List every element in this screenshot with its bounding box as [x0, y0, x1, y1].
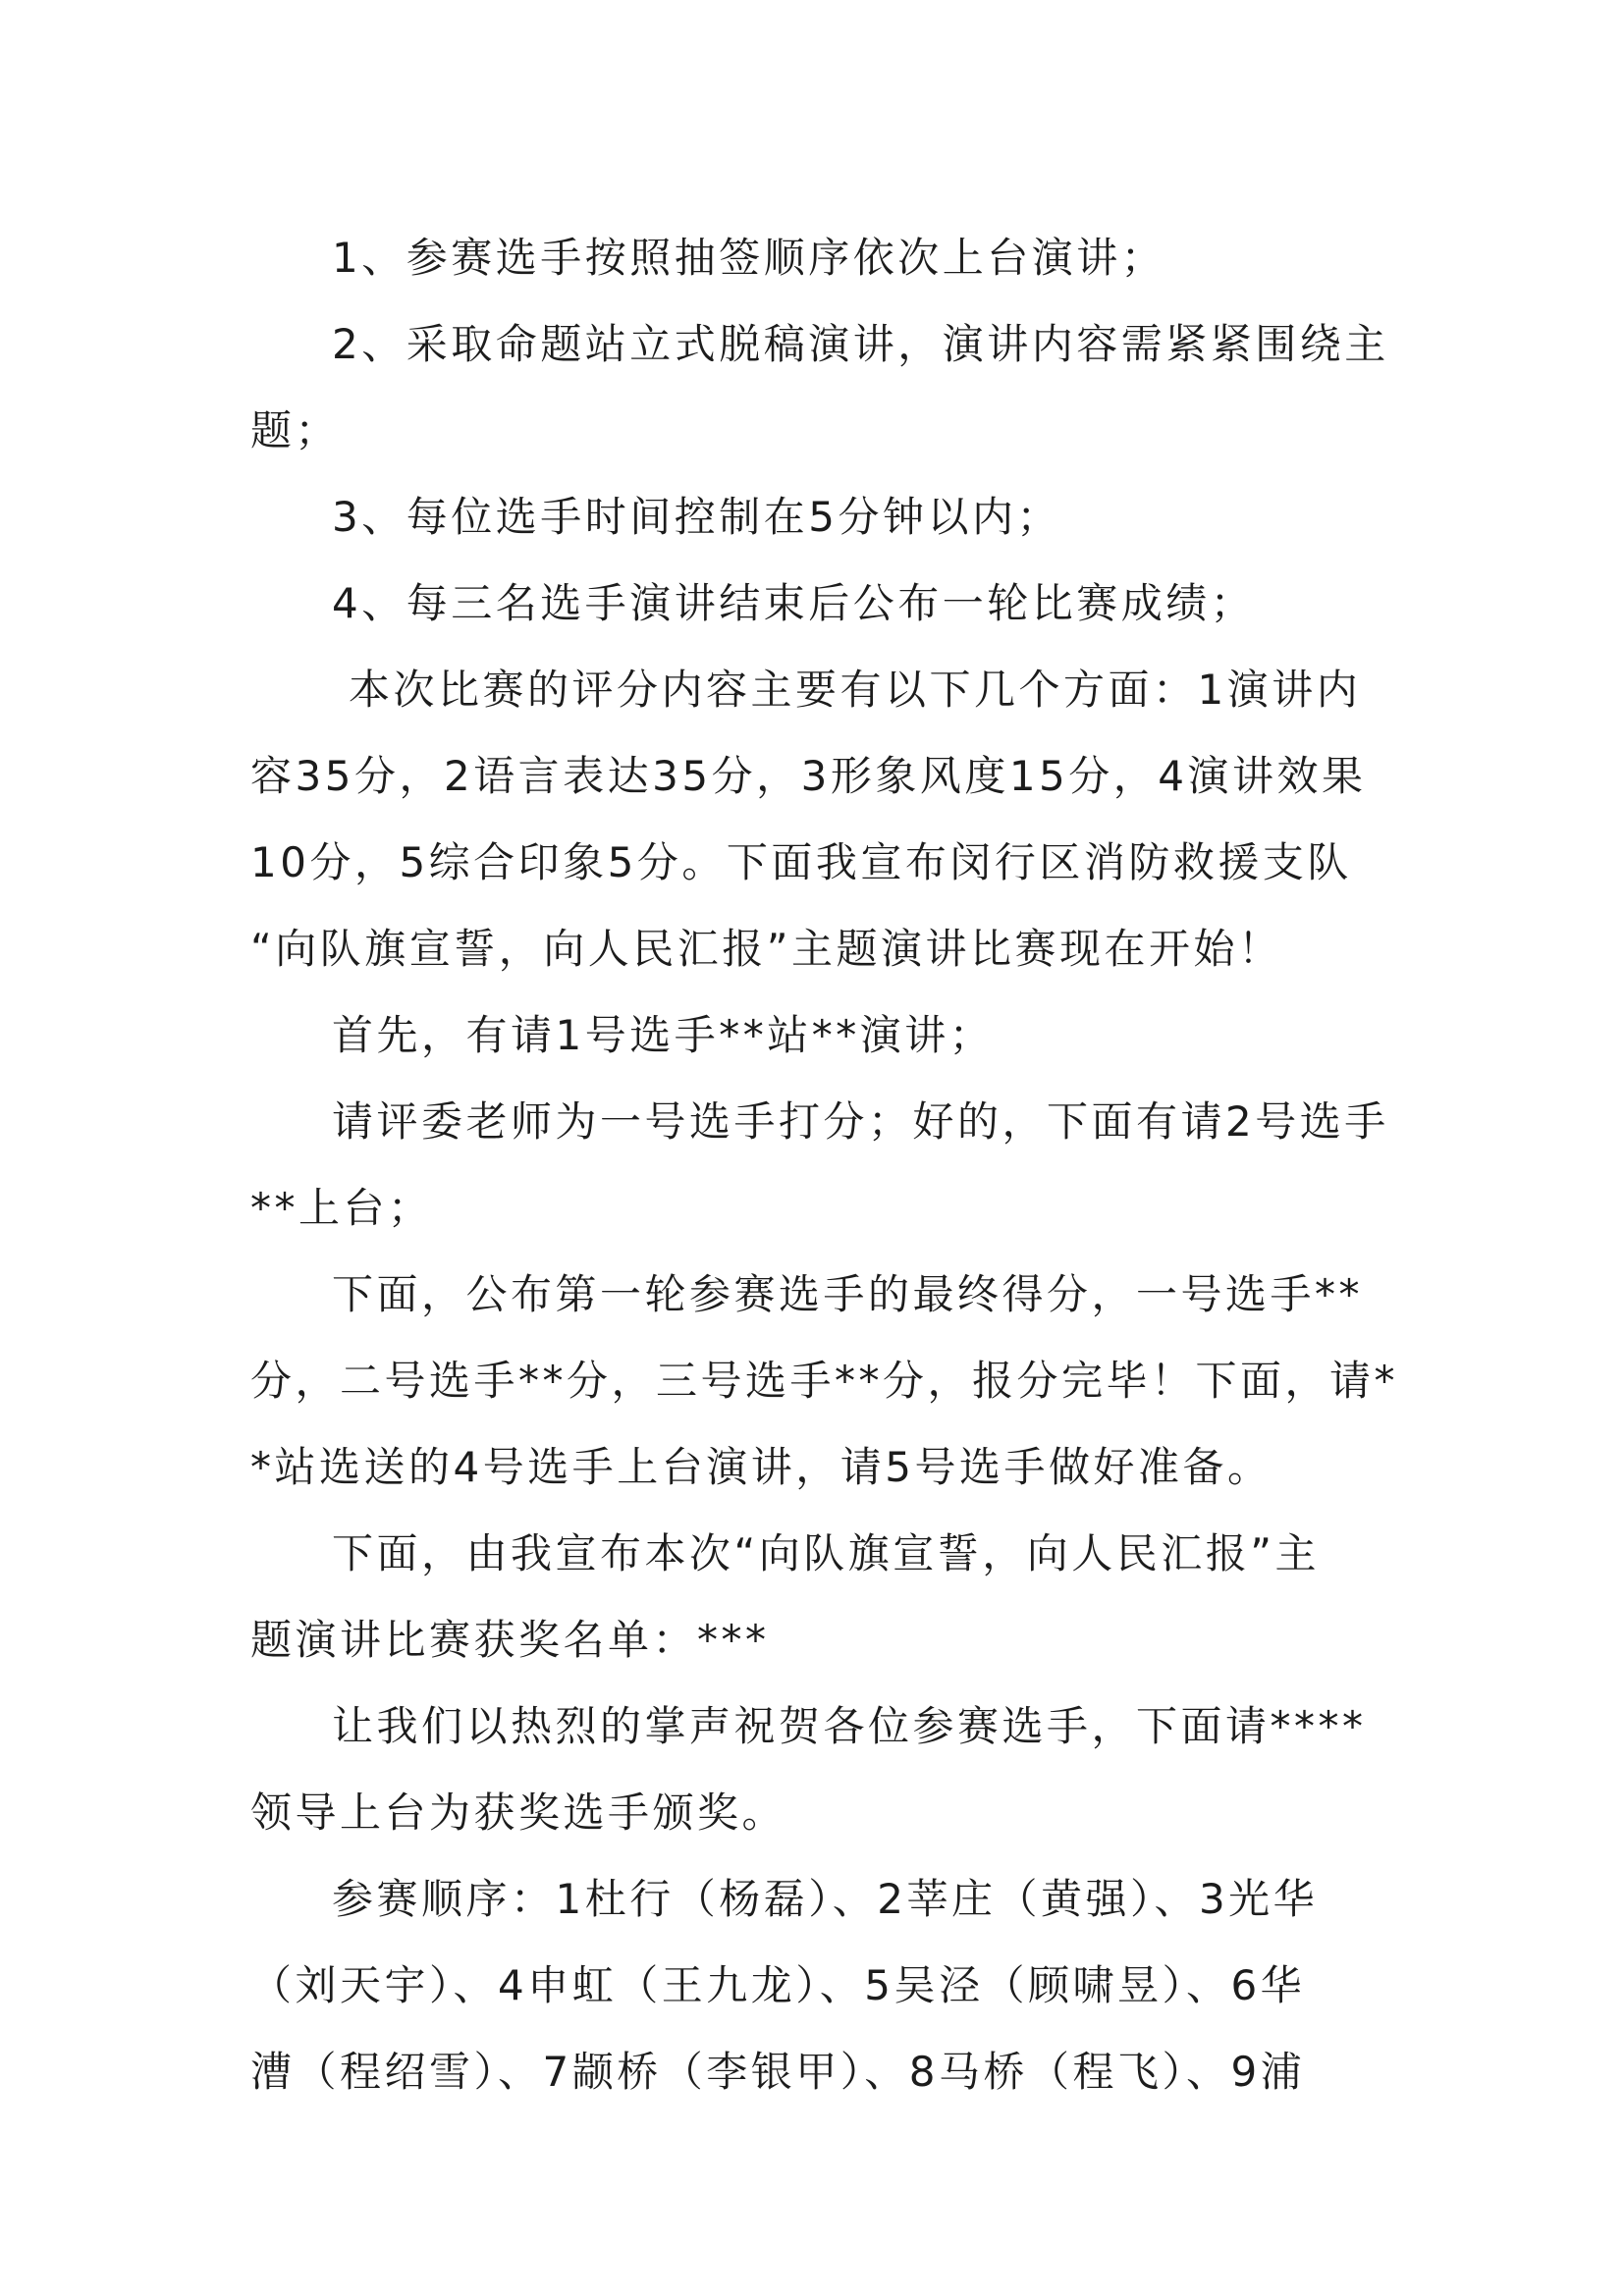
- scoring-line-2: 容35分，2语言表达35分，3形象风度15分，4演讲效果: [250, 752, 1367, 800]
- rule-4-line: 4、每三名选手演讲结束后公布一轮比赛成绩；: [332, 579, 1256, 627]
- scores-line-3: *站选送的4号选手上台演讲，请5号选手做好准备。: [250, 1443, 1272, 1491]
- scoring-line-1: 本次比赛的评分内容主要有以下几个方面：1演讲内: [349, 666, 1362, 714]
- rule-1-line: 1、参赛选手按照抽签顺序依次上台演讲；: [332, 234, 1166, 282]
- rule-2-line-1: 2、采取命题站立式脱稿演讲，演讲内容需紧紧围绕主: [332, 320, 1389, 368]
- scores-line-2: 分，二号选手**分，三号选手**分，报分完毕！下面，请*: [250, 1357, 1399, 1405]
- applause-line-2: 领导上台为获奖选手颁奖。: [250, 1789, 787, 1837]
- judges-line-1: 请评委老师为一号选手打分；好的，下面有请2号选手: [332, 1097, 1389, 1146]
- scores-line-1: 下面，公布第一轮参赛选手的最终得分，一号选手**: [332, 1270, 1364, 1318]
- order-line-2: （刘天宇）、4申虹（王九龙）、5吴泾（顾啸昱）、6华: [250, 1961, 1306, 2009]
- first-speaker-line: 首先，有请1号选手**站**演讲；: [332, 1011, 995, 1059]
- applause-line-1: 让我们以热烈的掌声祝贺各位参赛选手，下面请****: [332, 1702, 1367, 1750]
- scoring-line-4: “向队旗宣誓，向人民汇报”主题演讲比赛现在开始！: [250, 925, 1283, 973]
- rule-2-line-2: 题；: [250, 406, 341, 454]
- winners-line-1: 下面，由我宣布本次“向队旗宣誓，向人民汇报”主: [332, 1529, 1321, 1577]
- winners-line-2: 题演讲比赛获奖名单：***: [250, 1616, 770, 1664]
- order-line-3: 漕（程绍雪）、7颛桥（李银甲）、8马桥（程飞）、9浦: [250, 2048, 1306, 2096]
- scoring-line-3: 10分，5综合印象5分。下面我宣布闵行区消防救援支队: [250, 838, 1352, 886]
- order-line-1: 参赛顺序：1杜行（杨磊）、2莘庄（黄强）、3光华: [332, 1875, 1319, 1923]
- judges-line-2: **上台；: [250, 1184, 433, 1232]
- rule-3-line: 3、每位选手时间控制在5分钟以内；: [332, 493, 1061, 541]
